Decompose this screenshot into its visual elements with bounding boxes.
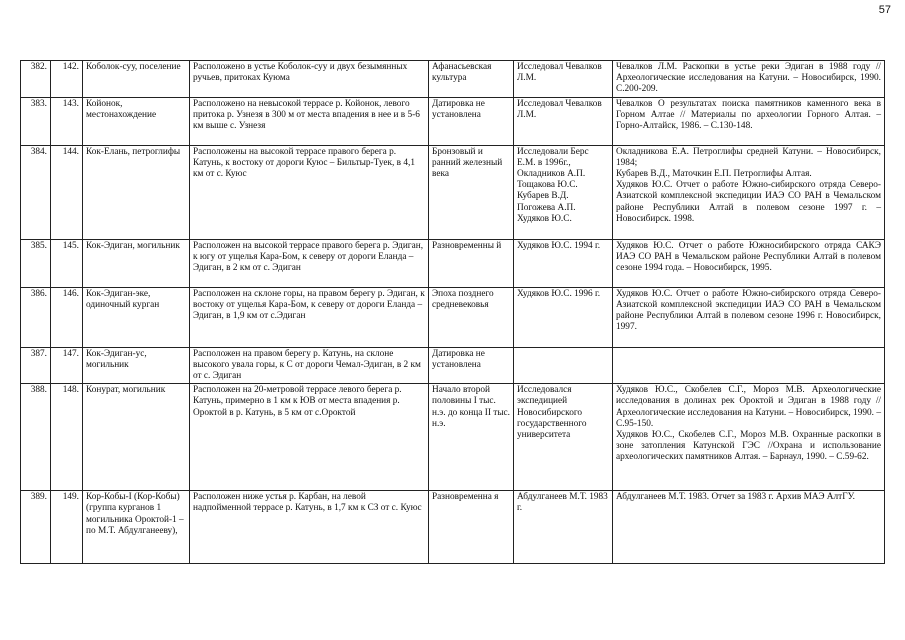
source-reference: Худяков Ю.С. Отчет о работе Южно-сибирского отряда Северо-Азиатской комплексной экспедиции ИАЭ СО РАН в Чемальском районе Республики Алтай в полевом сезоне 1997 г. – Новосибирск. 1998. [616,180,881,224]
local-number-cell: 148. [51,384,83,491]
monument-researcher-cell: Худяков Ю.С. 1996 г. [514,287,613,347]
source-reference: Окладникова Е.А. Петроглифы средней Катуни. – Новосибирск, 1984; [616,146,881,168]
page-number: 57 [878,4,891,16]
monument-name-cell: Кор-Кобы-I (Кор-Кобы) (группа курганов 1 могильника Ороктой-1 – по М.Т. Абдулганееву), [83,491,190,564]
monument-dating-cell: Датировка не установлена [429,97,514,145]
table-row [21,347,885,384]
monument-name-cell: Коболок-суу, поселение [83,61,190,98]
monument-name-cell: Конурат, могильник [83,384,190,491]
monument-researcher-cell: Исследовался экспедицией Новосибирского государственного университета [514,384,613,491]
monument-dating-cell: Афанасьевская культура [429,61,514,98]
monument-researcher-cell: Исследовал Чевалков Л.М. [514,61,613,98]
monument-location-cell: Расположен на правом берегу р. Катунь, на склоне высокого увала горы, к С от дороги Чемал-Эдиган, в 2 км от с. Эдиган [190,347,429,384]
monuments-table [20,60,885,564]
monument-researcher-cell: Абдулганеев М.Т. 1983 г. [514,491,613,564]
table-row [21,145,885,239]
monument-location-cell: Расположен ниже устья р. Карбан, на левой надпойменной террасе р. Катунь, в 1,7 км к СЗ от с. Куюс [190,491,429,564]
row-number-cell: 382. [21,61,51,98]
row-number-cell: 386. [21,287,51,347]
source-reference: Абдулганеев М.Т. 1983. Отчет за 1983 г. Архив МАЭ АлтГУ. [616,492,855,503]
source-reference: Худяков Ю.С. Отчет о работе Южно-сибирского отряда Северо-Азиатской комплексной экспедиции ИАЭ СО РАН в Чемальском районе Республики Алтай в полевом сезоне 1996 г. Новосибирск, 1997. [616,288,881,333]
monument-sources-cell [613,287,885,347]
monument-name-cell: Кок-Эдиган, могильник [83,239,190,287]
monument-sources-cell [613,239,885,287]
local-number-cell: 144. [51,145,83,239]
monument-dating-cell: Бронзовый и ранний железный века [429,145,514,239]
local-number-cell: 149. [51,491,83,564]
monument-name-cell: Кок-Елань, петроглифы [83,145,190,239]
monument-researcher-cell: Худяков Ю.С. 1994 г. [514,239,613,287]
source-reference: Чевалков О результатах поиска памятников каменного века в Горном Алтае // Материалы по археологии Горного Алтая. – Горно-Алтайск, 1986. – С.130-148. [616,98,881,132]
monument-researcher-cell [514,347,613,384]
table-row [21,491,885,564]
monument-sources-cell [613,61,885,98]
table-body [21,61,885,564]
row-number-cell: 389. [21,491,51,564]
monument-location-cell: Расположено на невысокой террасе р. Койонок, левого притока р. Узнезя в 300 м от места впадения в нее и в 5-6 км выше с. Узнезя [190,97,429,145]
local-number-cell: 142. [51,61,83,98]
source-reference: Худяков Ю.С., Скобелев С.Г., Мороз М.В. Археологические исследования в долинах рек Ороктой и Эдиган в 1988 году // Археологические исследования на Катуни. – Новосибирск, 1990. – С.95-150. [616,385,881,429]
table-row [21,239,885,287]
local-number-cell: 146. [51,287,83,347]
monument-sources-cell [613,491,885,564]
table-row [21,287,885,347]
local-number-cell: 145. [51,239,83,287]
table-row [21,384,885,491]
monument-sources-cell [613,97,885,145]
source-reference: Худяков Ю.С., Скобелев С.Г., Мороз М.В. Охранные раскопки в зоне затопления Катунской ГЭС //Охрана и использование археологических памятников Алтая. – Барнаул, 1990. – С.59-62. [616,430,881,463]
monument-sources-cell [613,145,885,239]
row-number-cell: 383. [21,97,51,145]
monument-location-cell: Расположен на 20-метровой террасе левого берега р. Катунь, примерно в 1 км к ЮВ от места впадения р. Ороктой в р. Катунь, в 5 км от с.Ороктой [190,384,429,491]
source-reference: Худяков Ю.С. Отчет о работе Южносибирского отряда САКЭ ИАЭ СО РАН в Чемальском районе Республики Алтай в полевом сезоне 1994 года. – Новосибирск, 1995. [616,240,881,274]
monument-name-cell: Кок-Эдиган-ус, могильник [83,347,190,384]
monument-location-cell: Расположен на высокой террасе правого берега р. Эдиган, к югу от ущелья Кара-Бом, к северу от дороги Еланда – Эдиган, в 2 км от с. Эдиган [190,239,429,287]
monument-location-cell: Расположен на склоне горы, на правом берегу р. Эдиган, к востоку от ущелья Кара-Бом, к северу от дороги Еланда – Эдиган, в 1,9 км от с.Эдиган [190,287,429,347]
row-number-cell: 384. [21,145,51,239]
monument-name-cell: Койонок, местонахождение [83,97,190,145]
monument-location-cell: Расположено в устье Коболок-суу и двух безымянных ручьев, притоках Куюма [190,61,429,98]
monument-researcher-cell: Исследовал Чевалков Л.М. [514,97,613,145]
source-reference: Кубарев В.Д., Маточкин Е.П. Петроглифы Алтая. [616,169,812,180]
monument-dating-cell: Датировка не установлена [429,347,514,384]
monument-name-cell: Кок-Эдиган-эке, одиночный курган [83,287,190,347]
local-number-cell: 143. [51,97,83,145]
row-number-cell: 388. [21,384,51,491]
monument-researcher-cell: Исследовали Берс Е.М. в 1996г., Окладников А.П. Тощакова Ю.С. Кубарев В.Д. Погожева А.П. Худяков Ю.С. [514,145,613,239]
monument-dating-cell: Разновременна я [429,491,514,564]
row-number-cell: 387. [21,347,51,384]
monument-dating-cell: Начало второй половины I тыс. н.э. до конца II тыс. н.э. [429,384,514,491]
local-number-cell: 147. [51,347,83,384]
monument-dating-cell: Разновременны й [429,239,514,287]
monument-dating-cell: Эпоха позднего средневековья [429,287,514,347]
monument-sources-cell [613,384,885,491]
table-row [21,61,885,98]
table-row [21,97,885,145]
row-number-cell: 385. [21,239,51,287]
monument-sources-cell [613,347,885,384]
monument-location-cell: Расположены на высокой террасе правого берега р. Катунь, к востоку от дороги Куюс – Бильтыр-Туек, в 4,1 км от с. Куюс [190,145,429,239]
source-reference: Чевалков Л.М. Раскопки в устье реки Эдиган в 1988 году // Археологические исследования на Катуни. – Новосибирск, 1990. С.200-209. [616,62,881,95]
